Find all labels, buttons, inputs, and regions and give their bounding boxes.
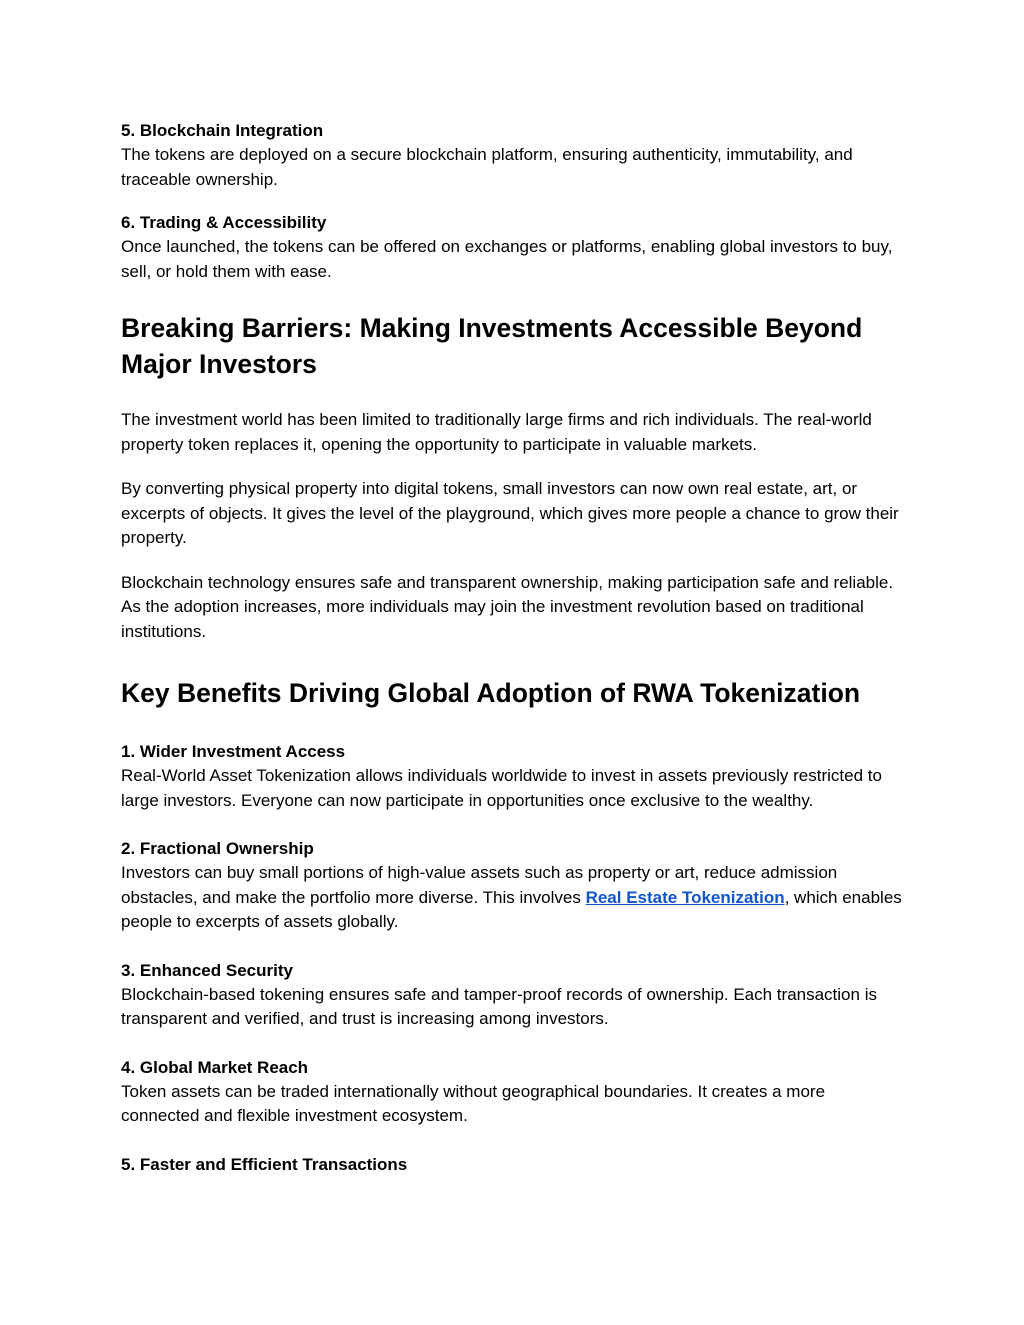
paragraph: By converting physical property into digital tokens, small investors can now own real estate, art, or excerpts of objects. It gives the level of the playground, which gives more people a chance to grow their property. (121, 479, 899, 547)
benefit-body: Token assets can be traded internationally without geographical boundaries. It creates a more connected and flexible investment ecosystem. (121, 1081, 826, 1125)
paragraph: The investment world has been limited to traditionally large firms and rich individuals. The real-world property token replaces it, opening the opportunity to participate in valuable markets. (121, 410, 872, 454)
benefit-fractional-ownership (121, 837, 906, 935)
benefit-wider-investment-access (121, 740, 906, 813)
paragraph: Blockchain technology ensures safe and transparent ownership, making participation safe and reliable. As the adoption increases, more individuals may join the investment revolution based on traditional institutions. (121, 572, 894, 641)
real-estate-tokenization-link[interactable]: Real Estate Tokenization (585, 887, 785, 907)
item-body: The tokens are deployed on a secure blockchain platform, ensuring authenticity, immutability, and traceable ownership. (121, 145, 853, 189)
item-trading-accessibility (121, 211, 906, 284)
document-page (121, 119, 911, 1177)
benefit-body-text: Investors can buy small portions of high-value assets such as property or art, reduce admission obstacles, and make the portfolio more diverse. This involves (121, 863, 838, 907)
benefit-body-text: , which enables people to excerpts of assets globally. (121, 887, 902, 931)
benefit-global-market-reach (121, 1056, 906, 1129)
benefit-title: 4. Global Market Reach (121, 1057, 309, 1077)
benefit-enhanced-security (121, 959, 906, 1032)
benefit-title: 2. Fractional Ownership (121, 839, 314, 858)
benefit-body (121, 861, 906, 935)
benefit-title: 5. Faster and Efficient Transactions (121, 1154, 408, 1174)
benefit-body: Blockchain-based tokening ensures safe and tamper-proof records of ownership. Each transaction is transparent and verified, and trust is increasing among investors. (121, 984, 877, 1028)
section-heading-breaking-barriers: Breaking Barriers: Making Investments Accessible Beyond Major Investors (121, 313, 863, 379)
item-title: 5. Blockchain Integration (121, 121, 324, 140)
item-title: 6. Trading & Accessibility (121, 213, 327, 232)
benefit-title: 3. Enhanced Security (121, 960, 293, 980)
benefit-faster-efficient-transactions (121, 1153, 911, 1177)
benefit-body: Real-World Asset Tokenization allows individuals worldwide to invest in assets previously restricted to large investors. Everyone can now participate in opportunities once exclusive to the wealthy. (121, 766, 882, 810)
benefit-title: 1. Wider Investment Access (121, 742, 346, 761)
section-heading-key-benefits: Key Benefits Driving Global Adoption of RWA Tokenization (121, 678, 861, 708)
item-blockchain-integration (121, 119, 901, 192)
item-body: Once launched, the tokens can be offered on exchanges or platforms, enabling global investors to buy, sell, or hold them with ease. (121, 237, 893, 281)
